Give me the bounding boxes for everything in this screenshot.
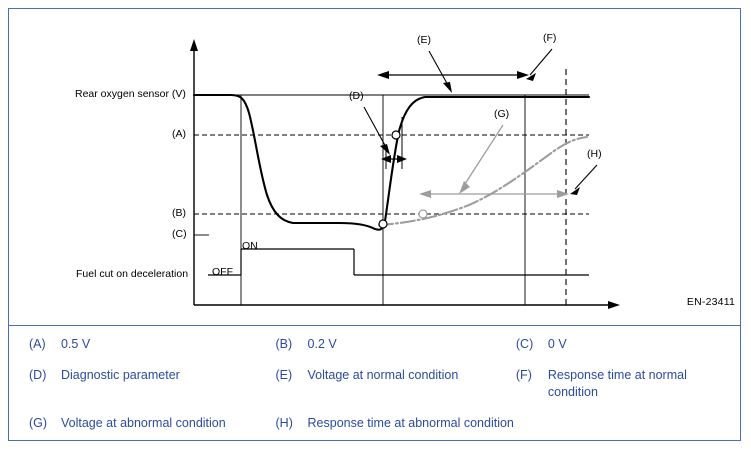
marker-e-label: (E) xyxy=(417,34,431,46)
legend-row xyxy=(21,367,728,401)
legend-item-a xyxy=(21,336,276,353)
legend-key-e: (E) xyxy=(275,368,293,382)
marker-b-label: (B) xyxy=(172,207,186,219)
legend-text-g: Voltage at abnormal condition xyxy=(61,416,226,430)
legend-item-h xyxy=(276,415,516,432)
legend-item-d xyxy=(21,367,276,401)
marker-c-label: (C) xyxy=(172,228,187,240)
legend-key-d: (D) xyxy=(29,368,47,382)
legend-key-c: (C) xyxy=(515,337,534,351)
figure-diagram xyxy=(9,9,740,325)
marker-d-label: (D) xyxy=(349,90,364,102)
marker-g-label: (G) xyxy=(494,108,510,120)
fuel-cut-off-label: OFF xyxy=(212,266,233,278)
legend-row xyxy=(21,336,728,353)
marker-f-label: (F) xyxy=(543,32,557,44)
legend-text-e: Voltage at normal condition xyxy=(307,368,459,382)
legend-key-g: (G) xyxy=(29,416,48,430)
legend-text-a: 0.5 V xyxy=(61,337,91,351)
legend-key-f: (F) xyxy=(515,368,532,382)
legend-item-e xyxy=(276,367,516,401)
legend-text-h: Response time at abnormal condition xyxy=(307,416,514,430)
axis-label-rear-oxygen-sensor: Rear oxygen sensor (V) xyxy=(75,88,186,100)
legend-text-f: Response time at normal condition xyxy=(547,368,687,399)
legend-item-c xyxy=(516,336,728,353)
legend-key-a: (A) xyxy=(29,337,46,351)
axis-label-fuel-cut: Fuel cut on deceleration xyxy=(76,268,189,280)
marker-a-label: (A) xyxy=(172,128,186,140)
legend-row xyxy=(21,415,728,432)
figure-code: EN-23411 xyxy=(686,296,735,308)
legend-item-f xyxy=(516,367,728,401)
legend-text-d: Diagnostic parameter xyxy=(61,368,180,382)
legend-key-h: (H) xyxy=(275,416,293,430)
legend-item-g xyxy=(21,415,276,432)
legend-item-b xyxy=(276,336,516,353)
legend-list xyxy=(9,326,740,441)
fuel-cut-on-label: ON xyxy=(242,240,258,252)
legend-spacer xyxy=(516,415,728,432)
legend-key-b: (B) xyxy=(275,337,293,351)
legend-text-c: 0 V xyxy=(547,337,567,351)
marker-h-label: (H) xyxy=(587,148,602,160)
legend-text-b: 0.2 V xyxy=(307,337,337,351)
